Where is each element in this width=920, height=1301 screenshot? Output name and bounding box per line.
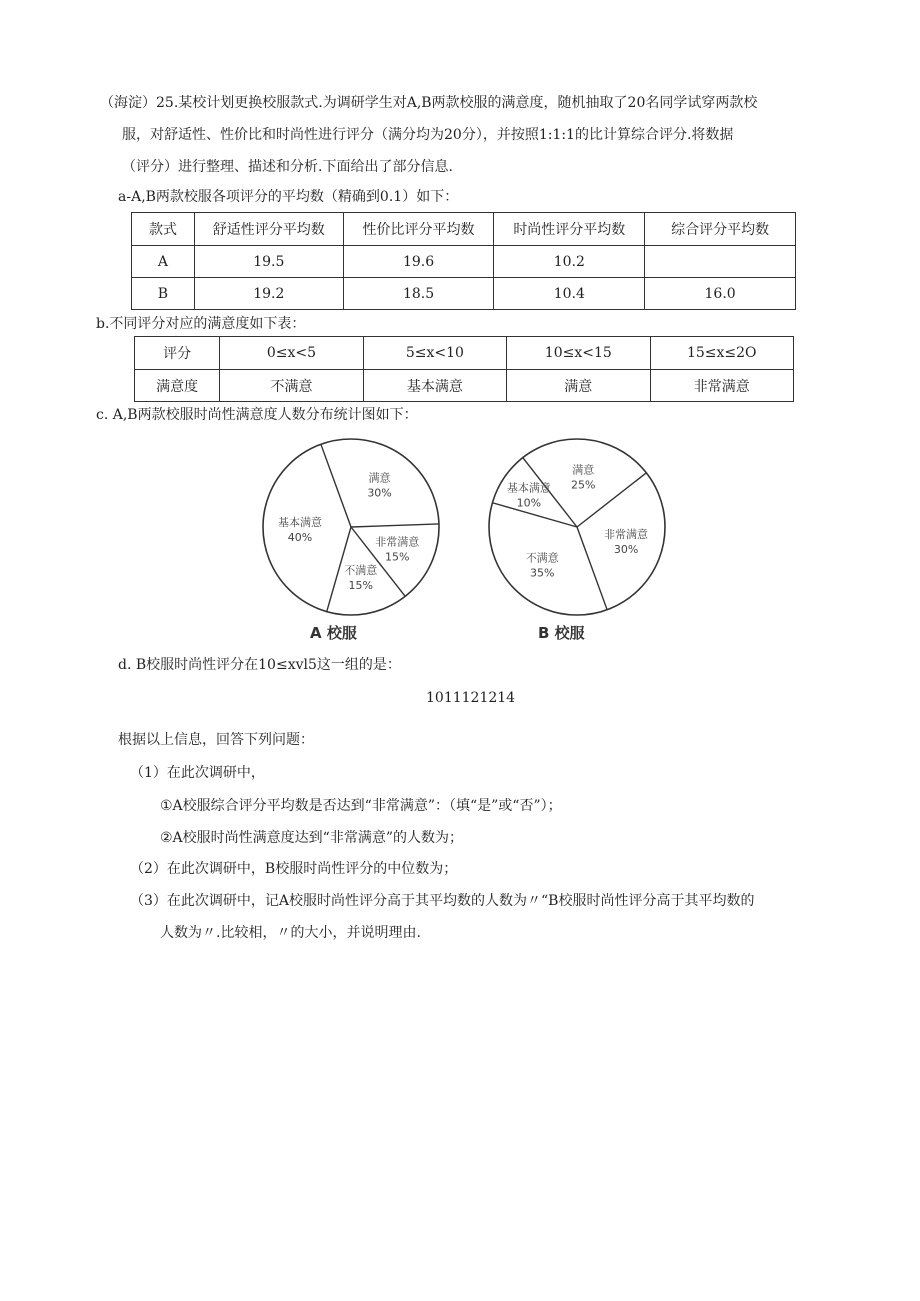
- pie-a-svg: [256, 432, 446, 622]
- question-1: （1）在此次调研中，: [130, 765, 265, 781]
- table-header-cell: 款式: [132, 213, 195, 246]
- table-cell: 10.4: [494, 278, 645, 310]
- table-cell: 不满意: [220, 370, 363, 402]
- table-row: [132, 278, 796, 310]
- table-cell: 15≤x≤2O: [650, 337, 793, 370]
- intro-line-3: （评分）进行整理、描述和分析.下面给出了部分信息.: [122, 159, 453, 175]
- question-3-line-2: 人数为〃.比较相，〃的大小，并说明理由.: [160, 925, 421, 941]
- table-cell: 16.0: [645, 278, 796, 310]
- table-cell: 19.6: [343, 246, 494, 278]
- satisfaction-table: [134, 336, 794, 402]
- pie-slice-percent-label: 15%: [348, 579, 373, 593]
- pie-slice-percent-label: 10%: [516, 496, 542, 510]
- question-2: （2）在此次调研中，B校服时尚性评分的中位数为；: [130, 861, 458, 877]
- pie-slice-category-label: 不满意: [525, 551, 559, 565]
- pie-slice-percent-label: 30%: [613, 543, 639, 557]
- part-a-label: a-A,B两款校服各项评分的平均数（精确到0.1）如下：: [118, 189, 459, 205]
- table-cell: 10.2: [494, 246, 645, 278]
- part-d-label: d. B校服时尚性评分在10≤xvl5这一组的是：: [118, 657, 401, 673]
- pie-b-svg: [482, 432, 672, 622]
- pie-a-title: A 校服: [310, 624, 357, 642]
- intro-line-1: （海淀）25.某校计划更换校服款式.为调研学生对A,B两款校服的满意度，随机抽取了20名同学试穿两款校: [100, 95, 758, 111]
- pie-slice-category-label: 满意: [368, 471, 391, 485]
- table-header-cell: 时尚性评分平均数: [494, 213, 645, 246]
- part-b-label: b.不同评分对应的满意度如下表：: [96, 316, 306, 332]
- pie-slice-percent-label: 40%: [287, 530, 313, 544]
- table-cell: 满意: [507, 370, 650, 402]
- questions-intro: 根据以上信息，回答下列问题：: [118, 732, 314, 748]
- table-cell: 19.2: [194, 278, 343, 310]
- table-header-cell: 综合评分平均数: [645, 213, 796, 246]
- table-cell: 18.5: [343, 278, 494, 310]
- table-cell: [645, 246, 796, 278]
- table-header-cell: 性价比评分平均数: [343, 213, 494, 246]
- pie-chart-a: [256, 432, 446, 622]
- table-cell: 满意度: [135, 370, 220, 402]
- table-row: [135, 370, 794, 402]
- table-header-cell: 舒适性评分平均数: [194, 213, 343, 246]
- question-3-line-1: （3）在此次调研中，记A校服时尚性评分高于其平均数的人数为〃“B校服时尚性评分高于其平均数的: [130, 893, 755, 909]
- table-header-row: [132, 213, 796, 246]
- part-c-label: c. A,B两款校服时尚性满意度人数分布统计图如下：: [96, 407, 418, 423]
- table-row: [132, 246, 796, 278]
- pie-slice-percent-label: 30%: [367, 486, 392, 500]
- intro-line-2: 服，对舒适性、性价比和时尚性进行评分（满分均为20分），并按照1:1:1的比计算综合评分.将数据: [122, 127, 734, 143]
- averages-table: [131, 212, 796, 310]
- pie-slice-percent-label: 15%: [385, 550, 410, 564]
- question-1-2: ②A校服时尚性满意度达到“非常满意”的人数为；: [160, 830, 463, 846]
- pie-slice-category-label: 不满意: [344, 564, 378, 578]
- pie-slice-category-label: 基本满意: [506, 481, 551, 495]
- table-cell: 非常满意: [650, 370, 793, 402]
- pie-chart-b: [482, 432, 672, 622]
- pie-slice-category-label: 满意: [572, 463, 595, 477]
- table-cell: 0≤x<5: [220, 337, 363, 370]
- table-cell: B: [132, 278, 195, 310]
- table-cell: A: [132, 246, 195, 278]
- table-cell: 5≤x<10: [363, 337, 506, 370]
- question-1-1: ①A校服综合评分平均数是否达到“非常满意”：（填“是”或“否”）；: [160, 798, 562, 814]
- table-cell: 评分: [135, 337, 220, 370]
- table-row: [135, 337, 794, 370]
- pie-slice-category-label: 非常满意: [375, 535, 420, 549]
- pie-slice-category-label: 非常满意: [604, 528, 649, 542]
- table-cell: 基本满意: [363, 370, 506, 402]
- pie-slice-category-label: 基本满意: [277, 515, 322, 529]
- table-cell: 10≤x<15: [507, 337, 650, 370]
- pie-b-title: B 校服: [538, 624, 585, 642]
- pie-slice-percent-label: 35%: [529, 566, 555, 580]
- part-d-values: 1011121214: [426, 690, 516, 706]
- pie-slice-percent-label: 25%: [570, 478, 596, 492]
- table-cell: 19.5: [194, 246, 343, 278]
